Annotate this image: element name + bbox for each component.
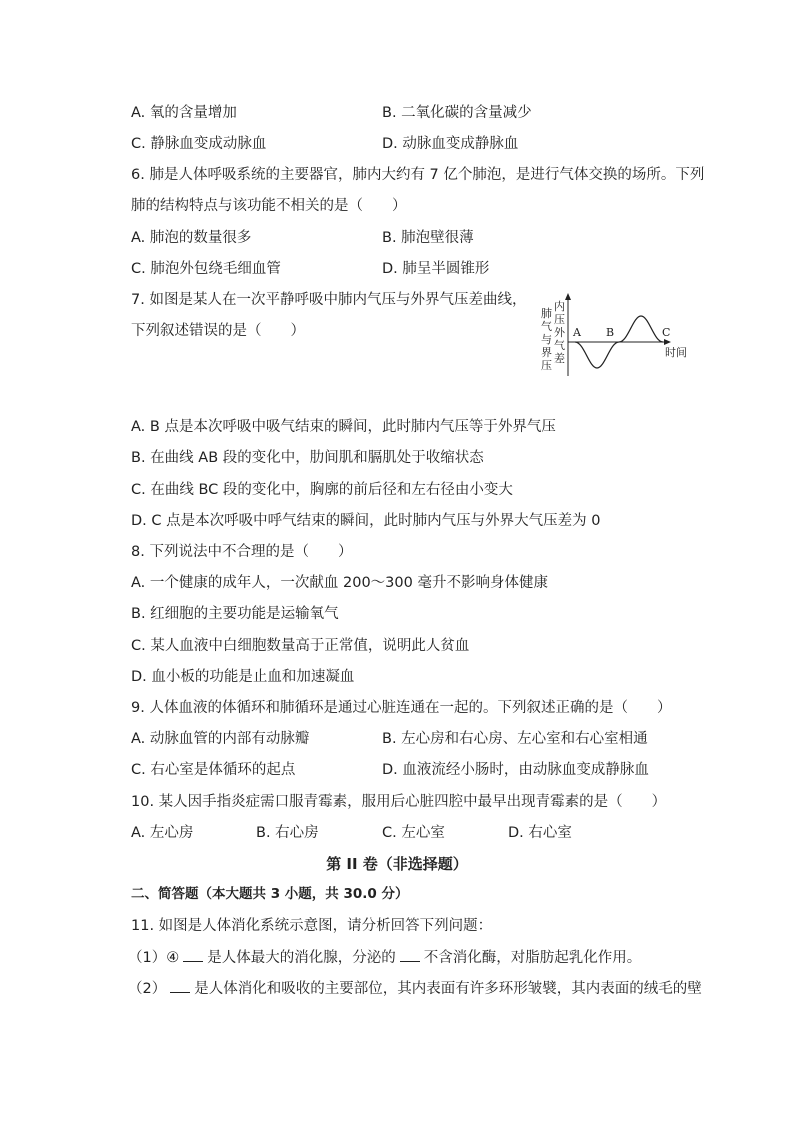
ylabel-col1-4: 界 (541, 346, 552, 359)
q8-option-b: B. 红细胞的主要功能是运输氧气 (131, 606, 339, 622)
ylabel-col2-1: 内 (554, 300, 565, 313)
q7-option-c: C. 在曲线 BC 段的变化中，胸廓的前后径和左右径由小变大 (131, 482, 513, 498)
q7-stem-line1: 7. 如图是某人在一次平静呼吸中肺内气压与外界气压差曲线， (131, 292, 527, 308)
ylabel-col1-5: 压 (541, 359, 552, 372)
answer-blank[interactable] (183, 947, 203, 962)
q10-option-c: C. 左心室 (382, 825, 445, 841)
q6-stem-line2: 肺的结构特点与该功能不相关的是（ ） (131, 198, 407, 214)
q7-stem-line2: 下列叙述错误的是（ ） (131, 323, 305, 339)
point-b-label: B (606, 326, 615, 339)
q5-option-c: C. 静脉血变成动脉血 (131, 136, 267, 152)
q11-sub1-mid: 是人体最大的消化腺，分泌的 (207, 950, 396, 966)
q7-option-a: A. B 点是本次呼吸中吸气结束的瞬间，此时肺内气压等于外界气压 (131, 419, 556, 435)
q6-option-c: C. 肺泡外包绕毛细血管 (131, 261, 281, 277)
q9-option-c: C. 右心室是体循环的起点 (131, 762, 296, 778)
x-axis-label: 时间 (665, 346, 687, 359)
q6-option-d: D. 肺呈半圆锥形 (382, 261, 490, 277)
answer-blank[interactable] (170, 978, 190, 993)
ylabel-col2-4: 气 (554, 339, 565, 352)
q8-option-d: D. 血小板的功能是止血和加速凝血 (131, 669, 355, 685)
q5-option-b: B. 二氧化碳的含量减少 (382, 105, 532, 121)
q10-option-b: B. 右心房 (256, 825, 319, 841)
q5-option-a: A. 氧的含量增加 (131, 105, 237, 121)
q11-sub1-end: 不含消化酶，对脂肪起乳化作用。 (423, 950, 642, 966)
point-c-label: C (662, 326, 671, 339)
ylabel-col1-3: 与 (541, 333, 552, 346)
q9-option-a: A. 动脉血管的内部有动脉瓣 (131, 731, 310, 747)
q6-option-b: B. 肺泡壁很薄 (382, 230, 474, 246)
q9-option-d: D. 血液流经小肠时，由动脉血变成静脉血 (382, 762, 649, 778)
q7-option-b: B. 在曲线 AB 段的变化中，肋间肌和膈肌处于收缩状态 (131, 450, 484, 466)
q9-option-b: B. 左心房和右心房、左心室和右心室相通 (382, 731, 648, 747)
q11-stem: 11. 如图是人体消化系统示意图，请分析回答下列问题： (131, 918, 493, 934)
y-axis-label (541, 299, 566, 372)
point-a-label: A (573, 326, 581, 339)
y-axis-arrow (565, 293, 571, 300)
q10-option-a: A. 左心房 (131, 825, 194, 841)
q11-sub2-prefix: （2） (128, 981, 167, 997)
ylabel-col2-2: 压 (554, 313, 565, 326)
q8-option-a: A. 一个健康的成年人，一次献血 200～300 毫升不影响身体健康 (131, 575, 548, 591)
q5-option-d: D. 动脉血变成静脉血 (382, 136, 519, 152)
q10-stem: 10. 某人因手指炎症需口服青霉素，服用后心脏四腔中最早出现青霉素的是（ ） (131, 794, 667, 810)
section-heading: 二、简答题（本大题共 3 小题，共 30.0 分） (131, 886, 409, 902)
x-axis-arrow (664, 339, 671, 345)
q8-stem: 8. 下列说法中不合理的是（ ） (131, 544, 353, 560)
ylabel-col2-3: 外 (554, 326, 565, 339)
q11-sub1-prefix: （1）④ (128, 950, 180, 966)
q7-option-d: D. C 点是本次呼吸中呼气结束的瞬间，此时肺内气压与外界大气压差为 0 (131, 513, 601, 529)
ylabel-col1-2: 气 (541, 320, 552, 333)
pressure-curve-figure (535, 290, 695, 380)
q10-option-d: D. 右心室 (508, 825, 572, 841)
q11-sub2 (128, 978, 702, 999)
part-two-title: 第 II 卷（非选择题） (326, 855, 468, 873)
ylabel-col1-1: 肺 (541, 307, 552, 320)
q6-stem-line1: 6. 肺是人体呼吸系统的主要器官，肺内大约有 7 亿个肺泡，是进行气体交换的场所。下列 (131, 167, 705, 183)
ylabel-col2-5: 差 (554, 352, 565, 365)
q11-sub2-end: 是人体消化和吸收的主要部位，其内表面有许多环形皱襞，其内表面的绒毛的壁 (194, 981, 702, 997)
q9-stem: 9. 人体血液的体循环和肺循环是通过心脏连通在一起的。下列叙述正确的是（ ） (131, 700, 672, 716)
q8-option-c: C. 某人血液中白细胞数量高于正常值，说明此人贫血 (131, 638, 470, 654)
answer-blank[interactable] (400, 947, 420, 962)
q11-sub1 (128, 947, 641, 968)
q6-option-a: A. 肺泡的数量很多 (131, 230, 252, 246)
